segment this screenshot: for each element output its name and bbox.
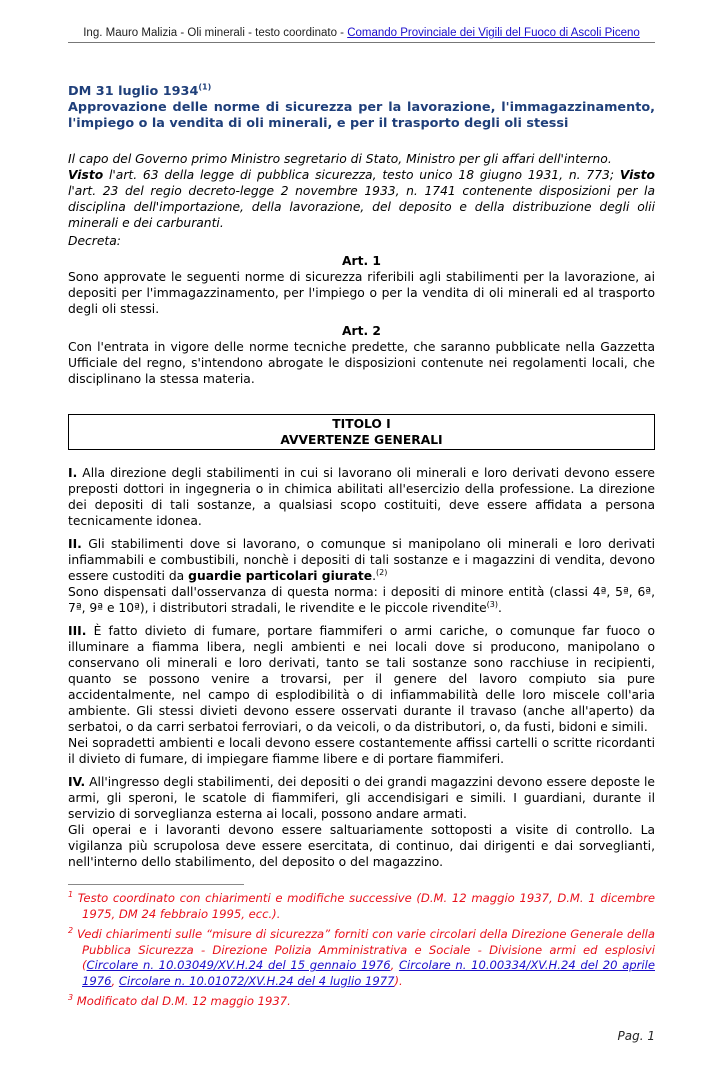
footnote-1 xyxy=(68,891,655,922)
punct: . xyxy=(372,569,377,583)
header-text: Ing. Mauro Malizia - Oli minerali - testo coordinato - xyxy=(83,27,348,39)
footnote-ref-1[interactable]: (1) xyxy=(198,82,212,92)
document-body xyxy=(68,84,655,870)
section-2-cont xyxy=(68,584,655,616)
footnote-ref-2[interactable]: (2) xyxy=(376,567,388,577)
section-3-cont: Nei sopradetti ambienti e locali devono essere costantemente affissi cartelli o scritte ricordanti il divieto di fumare, di impiegare fiamme libere e di portare fiammiferi. xyxy=(68,736,655,766)
circolare-link[interactable]: Circolare n. 10.03049/XV.H.24 del 15 gennaio 1976 xyxy=(86,958,391,972)
section-3 xyxy=(68,623,655,735)
article-1-text: Sono approvate le seguenti norme di sicurezza riferibili agli stabilimenti per la lavorazione, ai depositi per l'immagazzinamento, per l'impiego o per la vendita di oli minerali ed al trasporto degli oli stessi. xyxy=(68,270,655,316)
footnote-text: Modificato dal D.M. 12 maggio 1937. xyxy=(76,994,291,1008)
titolo-box xyxy=(68,414,655,450)
footnote-number: 1 xyxy=(68,890,74,900)
section-2 xyxy=(68,536,655,584)
footnote-number: 3 xyxy=(68,993,74,1003)
section-text: Gli stabilimenti dove si lavorano, o comunque si manipolano oli minerali e loro derivati infiammabili e combustibili, nonchè i depositi di tali sostanze e i magazzini di vendita, devono essere custoditi da xyxy=(68,537,655,583)
section-number: I. xyxy=(68,466,78,480)
decree-subtitle: Approvazione delle norme di sicurezza per la lavorazione, l'immagazzinamento, l'impiego o la vendita di oli minerali, e per il trasporto degli oli stessi xyxy=(68,100,655,131)
footnote-text: Testo coordinato con chiarimenti e modifiche successive (D.M. 12 maggio 1937, D.M. 1 dicembre 1975, DM 24 febbraio 1995, ecc.). xyxy=(77,891,655,921)
decree-title xyxy=(68,84,655,100)
circolare-link[interactable]: Circolare n. 10.00334/XV.H.24 del 20 aprile 1976 xyxy=(82,958,655,988)
section-number: III. xyxy=(68,624,87,638)
page-header xyxy=(68,26,655,41)
separator: , xyxy=(111,973,119,988)
visto-text: l'art. 63 della legge di pubblica sicurezza, testo unico 18 giugno 1931, n. 773; xyxy=(103,168,620,182)
decreta: Decreta: xyxy=(68,234,121,248)
visto-text: l'art. 23 del regio decreto-legge 2 novembre 1933, n. 1741 contenente disposizioni per la disciplina dell'importazione, della lavorazione, del deposito e della distribuzione degli olii minerali e dei carburanti. xyxy=(68,184,655,230)
circolare-link[interactable]: Circolare n. 10.01072/XV.H.24 del 4 luglio 1977 xyxy=(118,973,395,988)
page-number: Pag. 1 xyxy=(617,1028,655,1043)
bold-text: guardie particolari giurate xyxy=(188,569,373,583)
footnotes xyxy=(68,891,655,1015)
article-2-title: Art. 2 xyxy=(342,324,381,338)
titolo-number: TITOLO I xyxy=(332,417,391,431)
visto-label: Visto xyxy=(619,168,655,182)
section-1 xyxy=(68,465,655,529)
separator: ). xyxy=(394,973,403,988)
section-text: Alla direzione degli stabilimenti in cui si lavorano oli minerali e loro derivati devono essere preposti dottori in ingegneria o in chimica abilitati all'esercizio della professione. La direzione dei depositi di tali sostanze, a qualsiasi scopo costituiti, deve essere affidata a persona tecnicamente idonea. xyxy=(68,466,655,528)
article-1-title: Art. 1 xyxy=(342,254,381,268)
footnote-ref-3[interactable]: (3) xyxy=(486,599,498,609)
title-text: DM 31 luglio 1934 xyxy=(68,84,199,99)
section-text: È fatto divieto di fumare, portare fiammiferi o armi cariche, o comunque far fuoco o illuminare a fiamma libera, negli ambienti e nei locali dove si producono, manipolano o conservano oli minerali e loro derivati, tanto se tali sostanze sono racchiuse in recipienti, quanto se possono venire a trovarsi, per il genere del lavoro compiuto sia pure accidentalmente, nel campo di esplodibilità o di infiammabilità delle loro miscele coll'aria ambiente. Gli stessi divieti devono essere osservati durante il travaso (anche all'aperto) da serbatoi, o da carri serbatoi ferroviari, o da veicoli, o da distributori, o, da fusti, bidoni e simili. xyxy=(68,624,655,734)
separator: , xyxy=(390,958,399,972)
visto-label: Visto xyxy=(68,168,104,182)
section-number: IV. xyxy=(68,775,86,789)
footnote-number: 2 xyxy=(68,926,74,936)
section-text: All'ingresso degli stabilimenti, dei depositi o dei grandi magazzini devono essere deposte le armi, gli speroni, le scatole di fiammiferi, gli accendisigari e simili. I guardiani, durante il servizio di sorveglianza esterna ai locali, possono andare armati. xyxy=(68,775,655,821)
section-text: Sono dispensati dall'osservanza di questa norma: i depositi di minore entità (classi 4ª, 5ª, 6ª, 7ª, 9ª e 10ª), i distributori stradali, le rivendite e le piccole rivendite xyxy=(68,585,655,615)
footnote-rule xyxy=(68,884,244,885)
section-4 xyxy=(68,774,655,822)
preamble-visto xyxy=(68,167,655,231)
footnote-2 xyxy=(68,927,655,989)
preamble-intro: Il capo del Governo primo Ministro segretario di Stato, Ministro per gli affari dell'interno. xyxy=(68,152,612,166)
footnote-text: Vedi chiarimenti sulle “misure di sicurezza” forniti con varie circolari della Direzione Generale della Pubblica Sicurezza - Direzione Polizia Amministrativa e Sociale - Divisione armi ed esplosivi ( xyxy=(76,927,656,972)
header-rule xyxy=(68,42,655,43)
footnote-3 xyxy=(68,994,655,1010)
header-link[interactable]: Comando Provinciale dei Vigili del Fuoco di Ascoli Piceno xyxy=(347,27,640,39)
punct: . xyxy=(497,601,502,615)
article-2-text: Con l'entrata in vigore delle norme tecniche predette, che saranno pubblicate nella Gazzetta Ufficiale del regno, s'intendono abrogate le disposizioni contenute nei regolamenti locali, che disciplinano la stessa materia. xyxy=(68,340,655,386)
titolo-name: AVVERTENZE GENERALI xyxy=(280,433,443,447)
section-4-cont: Gli operai e i lavoranti devono essere saltuariamente sottoposti a visite di controllo. La vigilanza più scrupolosa deve essere esercitata, di continuo, dai dirigenti e dai sorveglianti, nell'interno dello stabilimento, del deposito o del magazzino. xyxy=(68,823,655,869)
section-number: II. xyxy=(68,537,82,551)
